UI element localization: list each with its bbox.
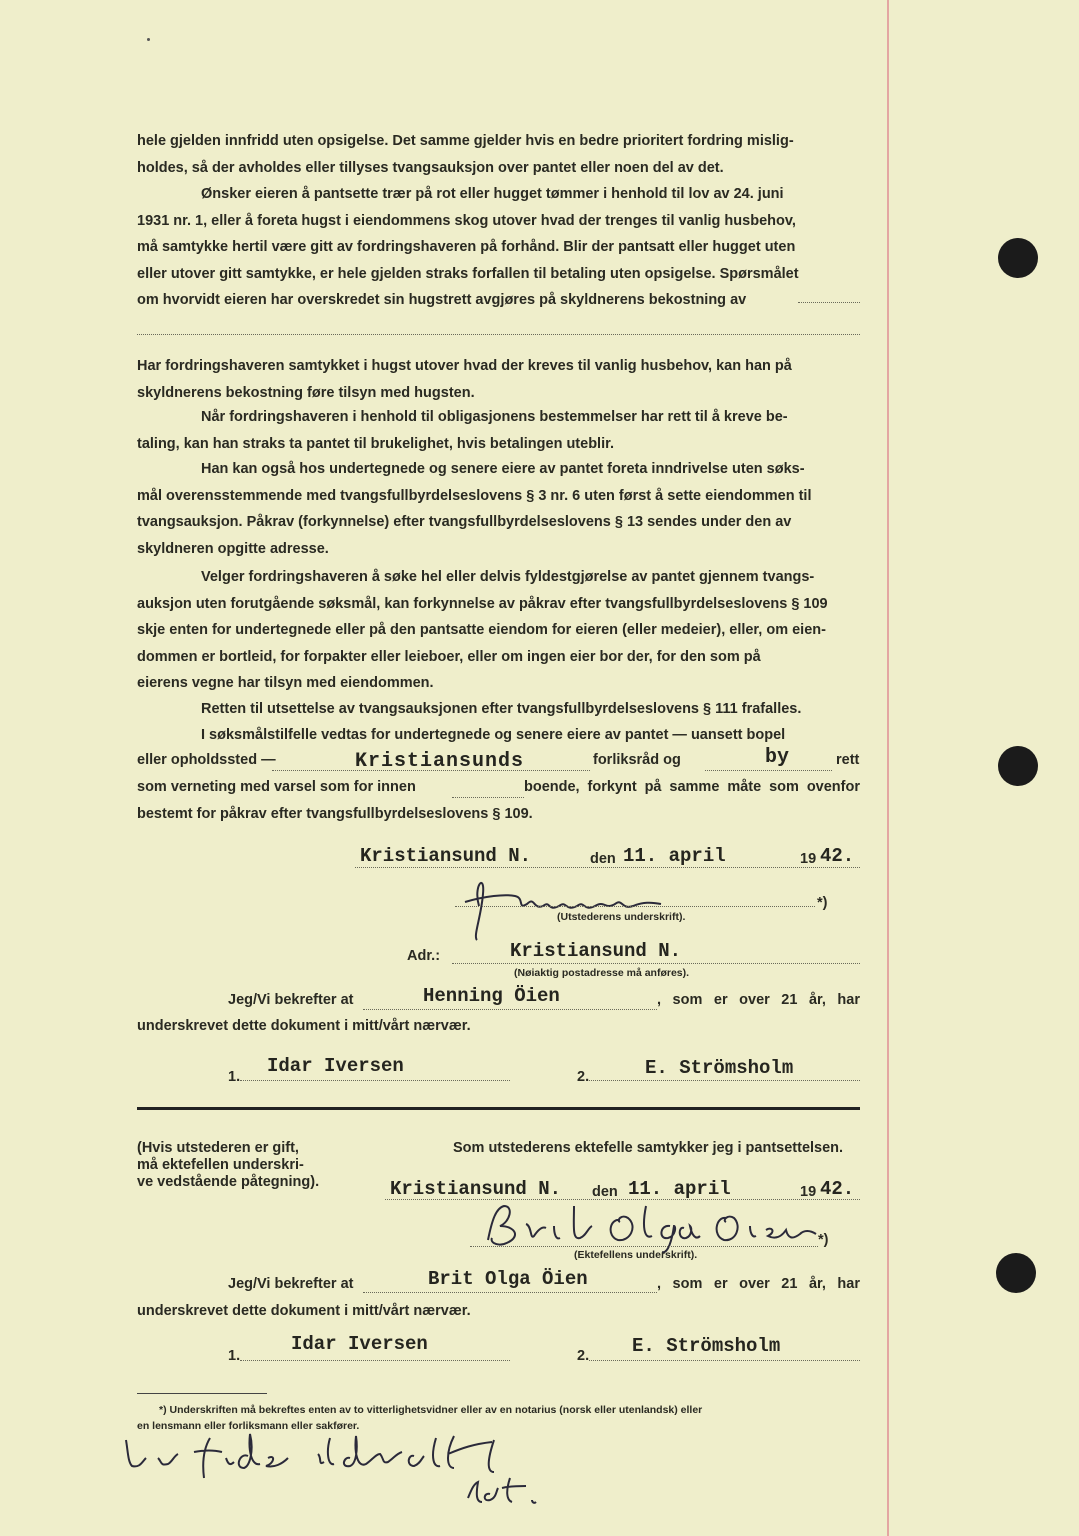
court-name: Kristiansunds bbox=[355, 750, 525, 773]
footnote-asterisk: *) bbox=[817, 895, 828, 911]
witness-1: Idar Iversen bbox=[267, 1055, 404, 1077]
spouse-consent: Som utstederens ektefelle samtykker jeg i pantsettelsen. bbox=[453, 1140, 844, 1156]
note-line: ve vedstående påtegning). bbox=[137, 1174, 320, 1190]
signature-line bbox=[455, 906, 815, 907]
witness-2: E. Strömsholm bbox=[645, 1057, 794, 1079]
witness-line bbox=[589, 1360, 860, 1361]
witness-2: E. Strömsholm bbox=[632, 1335, 781, 1357]
speck bbox=[147, 38, 150, 41]
address-label: Adr.: bbox=[407, 948, 441, 964]
blank-line bbox=[137, 334, 860, 335]
court-type: by bbox=[765, 746, 790, 769]
footnote-line: en lensmann eller forliksmann eller sakfører. bbox=[137, 1420, 360, 1432]
witness-number: 1. bbox=[228, 1069, 241, 1085]
text-line: taling, kan han straks ta pantet til brukelighet, hvis betalingen uteblir. bbox=[137, 435, 614, 452]
signer-line bbox=[363, 1292, 657, 1293]
den-label: den bbox=[590, 851, 616, 867]
section-divider bbox=[137, 1107, 860, 1110]
address-line bbox=[452, 963, 860, 964]
spouse-signer-name: Brit Olga Öien bbox=[428, 1268, 588, 1290]
punch-hole-bottom bbox=[996, 1253, 1036, 1293]
confirm-text: underskrevet dette dokument i mitt/vårt nærvær. bbox=[137, 1018, 471, 1034]
text-line: forliksråd og bbox=[593, 752, 681, 768]
text-line: bestemt for påkrav efter tvangsfullbyrdelseslovens § 109. bbox=[137, 806, 533, 822]
note-line: (Hvis utstederen er gift, bbox=[137, 1140, 299, 1156]
footnote-asterisk: *) bbox=[818, 1232, 829, 1248]
confirm-text: underskrevet dette dokument i mitt/vårt nærvær. bbox=[137, 1303, 471, 1319]
signer-name: Henning Öien bbox=[423, 985, 560, 1007]
signing-date: 11. april bbox=[623, 845, 726, 867]
text-line: 1931 nr. 1, eller å foreta hugst i eiendommens skog utover hvad der trenges til vanlig husbehov, bbox=[137, 212, 796, 229]
year-suffix: 42. bbox=[820, 845, 855, 867]
text-line: rett bbox=[836, 752, 860, 768]
text-line: holdes, så der avholdes eller tillyses tvangsauksjon over pantet eller noen del av det. bbox=[137, 159, 724, 176]
confirm-text: , som er over 21 år, har bbox=[657, 992, 860, 1008]
text-line: eierens vegne har tilsyn med eiendommen. bbox=[137, 675, 434, 692]
text-line: boende, forkynt på samme måte som ovenfor bbox=[524, 779, 860, 795]
witness-number: 2. bbox=[577, 1069, 590, 1085]
text-line: om hvorvidt eieren har overskredet sin hugstrett avgjøres på skyldnerens bekostning av bbox=[137, 292, 747, 309]
confirm-text: , som er over 21 år, har bbox=[657, 1276, 860, 1292]
paragraph-7 bbox=[137, 696, 860, 723]
paragraph-1 bbox=[137, 128, 860, 181]
confirm-text: Jeg/Vi bekrefter at bbox=[228, 992, 354, 1008]
paragraph-3 bbox=[137, 353, 860, 406]
note-line: må ektefellen underskri- bbox=[137, 1157, 304, 1173]
address-caption: (Nøiaktig postadresse må anføres). bbox=[514, 967, 690, 979]
witness-1: Idar Iversen bbox=[291, 1333, 428, 1355]
paragraph-4 bbox=[137, 404, 860, 457]
year-prefix: 19 bbox=[800, 1184, 817, 1200]
text-line: hele gjelden innfridd uten opsigelse. Det samme gjelder hvis en bedre prioritert fordring mislig- bbox=[137, 133, 794, 149]
text-line: dommen er bortleid, for forpakter eller leieboer, eller om ingen eier bor der, for den som på bbox=[137, 648, 761, 665]
text-line: skyldneren opgitte adresse. bbox=[137, 540, 329, 557]
text-line: eller opholdssted — bbox=[137, 752, 276, 768]
punch-hole-middle bbox=[998, 746, 1038, 786]
witness-line bbox=[589, 1080, 860, 1081]
witness-number: 2. bbox=[577, 1348, 590, 1364]
text-line: Ønsker eieren å pantsette trær på rot eller hugget tømmer i henhold til lov av 24. juni bbox=[201, 186, 784, 202]
year-prefix: 19 bbox=[800, 851, 817, 867]
spouse-signature bbox=[470, 1196, 830, 1256]
text-line: Han kan også hos undertegnede og senere eiere av pantet foreta inndrivelse uten søks- bbox=[201, 461, 805, 477]
paragraph-6 bbox=[137, 564, 860, 697]
signature-caption: (Utstederens underskrift). bbox=[557, 911, 686, 923]
paragraph-8 bbox=[137, 722, 860, 749]
paragraph-2 bbox=[137, 181, 860, 314]
blank-fill-line bbox=[798, 302, 860, 303]
year-suffix: 42. bbox=[820, 1178, 855, 1200]
witness-line bbox=[240, 1080, 510, 1081]
witness-line bbox=[240, 1360, 510, 1361]
text-line: Har fordringshaveren samtykket i hugst utover hvad der kreves til vanlig husbehov, kan han på bbox=[137, 358, 792, 374]
text-line: eller utover gitt samtykke, er hele gjelden straks forfallen til betaling uten opsigelse. Spørsmålet bbox=[137, 265, 799, 282]
paragraph-5 bbox=[137, 456, 860, 562]
punch-hole-top bbox=[998, 238, 1038, 278]
signer-line bbox=[363, 1009, 657, 1010]
signature-caption: (Ektefellens underskrift). bbox=[574, 1249, 698, 1261]
signature-line bbox=[470, 1246, 818, 1247]
signing-place: Kristiansund N. bbox=[360, 845, 532, 867]
text-line: som verneting med varsel som for innen bbox=[137, 779, 416, 795]
court-type-fill-line bbox=[705, 770, 832, 771]
text-line: må samtykke hertil være gitt av fordringshaveren på forhånd. Blir der pantsatt eller hugget uten bbox=[137, 239, 796, 256]
text-line: auksjon uten forutgående søksmål, kan forkynnelse av påkrav efter tvangsfullbyrdelseslovens § 109 bbox=[137, 595, 828, 612]
witness-number: 1. bbox=[228, 1348, 241, 1364]
text-line: tvangsauksjon. Påkrav (forkynnelse) efter tvangsfullbyrdelseslovens § 13 sendes under den av bbox=[137, 514, 792, 531]
margin-line bbox=[887, 0, 889, 1536]
spouse-signing-place: Kristiansund N. bbox=[390, 1178, 562, 1200]
text-line: skje enten for undertegnede eller på den pantsatte eiendom for eieren (eller medeier), eller, om eien- bbox=[137, 622, 826, 639]
text-line: Velger fordringshaveren å søke hel eller delvis fyldestgjørelse av pantet gjennem tvangs- bbox=[201, 569, 815, 585]
text-line: Retten til utsettelse av tvangsauksjonen efter tvangsfullbyrdelseslovens § 111 frafalles. bbox=[201, 701, 802, 717]
footnote-rule bbox=[137, 1393, 267, 1394]
text-line: Når fordringshaveren i henhold til obligasjonens bestemmelser har rett til å kreve be- bbox=[201, 409, 788, 425]
footnote-line: *) Underskriften må bekreftes enten av to vitterlighetsvidner eller av en notarius (norsk eller utenlandsk) eller bbox=[159, 1404, 703, 1416]
confirm-text: Jeg/Vi bekrefter at bbox=[228, 1276, 354, 1292]
text-line: I søksmålstilfelle vedtas for undertegnede og senere eiere av pantet — uansett bopel bbox=[201, 727, 786, 743]
den-label: den bbox=[592, 1184, 618, 1200]
days-fill-line bbox=[452, 797, 524, 798]
spouse-signing-date: 11. april bbox=[628, 1178, 731, 1200]
text-line: skyldnerens bekostning føre tilsyn med hugsten. bbox=[137, 384, 475, 401]
handwritten-note bbox=[118, 1428, 578, 1528]
address-value: Kristiansund N. bbox=[510, 940, 682, 962]
spouse-note bbox=[137, 1140, 319, 1191]
text-line: mål overensstemmende med tvangsfullbyrdelseslovens § 3 nr. 6 uten først å sette eiendommen til bbox=[137, 487, 812, 504]
